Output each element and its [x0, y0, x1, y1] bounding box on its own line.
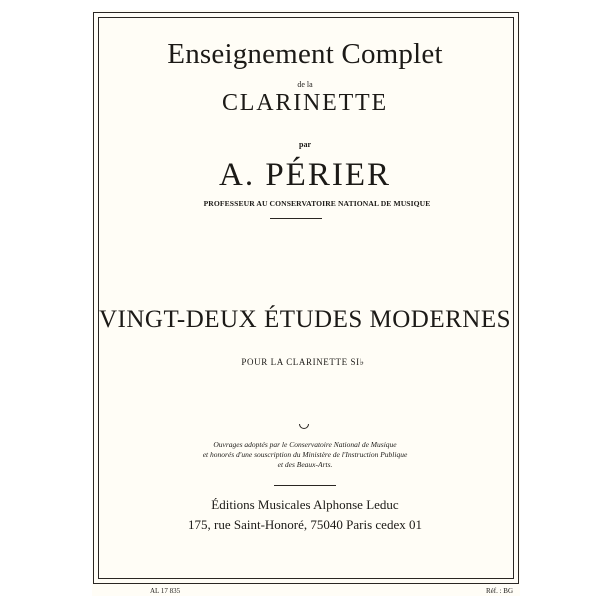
work-title: VINGT-DEUX ÉTUDES MODERNES	[98, 306, 512, 333]
series-title: Enseignement Complet	[167, 38, 443, 70]
work-subtitle: POUR LA CLARINETTE SI♭	[241, 357, 365, 367]
divider-lower	[274, 485, 336, 486]
note-line-2: et honorés d'une souscription du Ministère de l'Instruction Publique	[202, 450, 408, 459]
publisher-address: 175, rue Saint-Honoré, 75040 Paris cedex 01	[188, 517, 422, 532]
author-title: PROFESSEUR AU CONSERVATOIRE NATIONAL DE MUSIQUE	[203, 199, 431, 208]
divider-short	[270, 218, 322, 219]
note-line-1: Ouvrages adoptés par le Conservatoire National de Musique	[213, 440, 397, 449]
publisher-name: Éditions Musicales Alphonse Leduc	[211, 497, 399, 512]
instrument-title: CLARINETTE	[222, 90, 388, 116]
par-text: par	[299, 140, 311, 149]
note-line-3: et des Beaux-Arts.	[277, 460, 333, 469]
de-la-text: de la	[297, 80, 313, 89]
catalog-number: AL 17 835	[150, 587, 181, 595]
author-name: A. PÉRIER	[218, 157, 391, 193]
reference-code: Réf. : BG	[486, 587, 514, 595]
